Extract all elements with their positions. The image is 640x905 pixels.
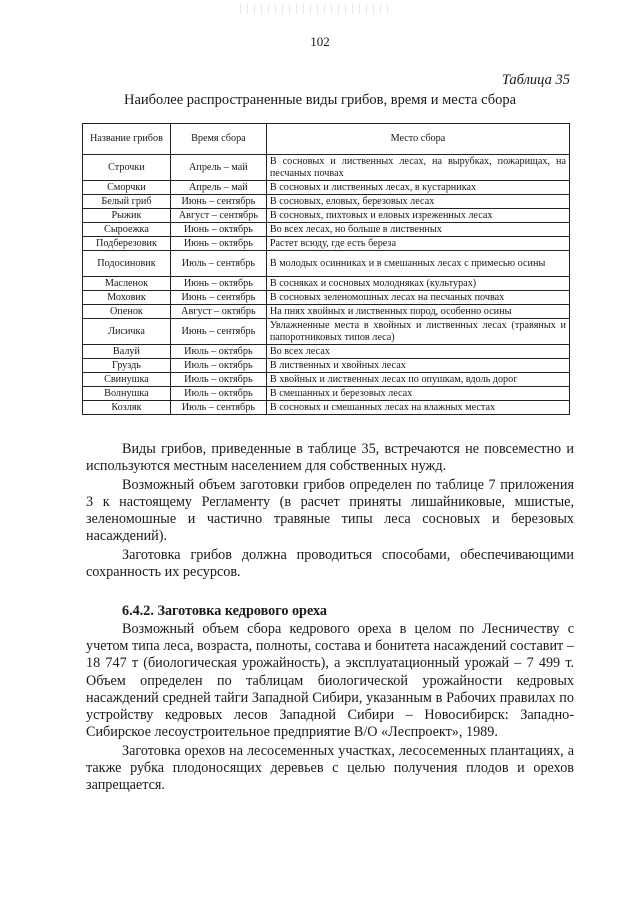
cell-place: Растет всюду, где есть береза (266, 237, 569, 251)
cell-time: Июнь – октябрь (170, 223, 266, 237)
cell-name: Опенок (83, 305, 171, 319)
table-row (83, 359, 570, 373)
header-name: Название грибов (83, 124, 171, 155)
cell-time: Июль – октябрь (170, 387, 266, 401)
cell-time: Апрель – май (170, 181, 266, 195)
cell-time: Июнь – октябрь (170, 237, 266, 251)
cell-name: Строчки (83, 155, 171, 181)
section-heading: 6.4.2. Заготовка кедрового ореха (122, 603, 327, 620)
cell-time: Июнь – октябрь (170, 277, 266, 291)
cell-place: В сосновых и лиственных лесах, на вырубках, пожарищах, на песчаных почвах (266, 155, 569, 181)
cell-place: На пнях хвойных и лиственных пород, особенно осины (266, 305, 569, 319)
cell-place: В сосновых, пихтовых и еловых изреженных лесах (266, 209, 569, 223)
cell-place: В сосновых зеленомошных лесах на песчаных почвах (266, 291, 569, 305)
table-row (83, 237, 570, 251)
cell-place: В молодых осинниках и в смешанных лесах с примесью осины (266, 251, 569, 277)
mushroom-table (82, 123, 570, 415)
table-row (83, 209, 570, 223)
cell-place: Во всех лесах (266, 345, 569, 359)
table-title: Наиболее распространенные виды грибов, время и места сбора (123, 92, 517, 108)
table-row (83, 251, 570, 277)
header-time: Время сбора (170, 124, 266, 155)
cell-name: Сморчки (83, 181, 171, 195)
page-number: 102 (310, 34, 330, 49)
cell-place: В сосняках и сосновых молодняках (культурах) (266, 277, 569, 291)
table-label: Таблица 35 (501, 72, 570, 88)
header-place: Место сбора (266, 124, 569, 155)
cell-name: Лисичка (83, 319, 171, 345)
cell-place: В сосновых и лиственных лесах, в кустарниках (266, 181, 569, 195)
table-row (83, 195, 570, 209)
cell-name: Козляк (83, 401, 171, 415)
cell-name: Сыроежка (83, 223, 171, 237)
cell-time: Июнь – сентябрь (170, 319, 266, 345)
body-text (86, 441, 574, 795)
cell-time: Июль – сентябрь (170, 251, 266, 277)
cell-time: Июнь – сентябрь (170, 195, 266, 209)
cell-name: Груздь (83, 359, 171, 373)
scan-noise (240, 4, 390, 14)
table-row (83, 223, 570, 237)
table-row (83, 373, 570, 387)
cell-name: Масленок (83, 277, 171, 291)
cell-time: Июль – октябрь (170, 345, 266, 359)
cell-name: Белый гриб (83, 195, 171, 209)
table-row (83, 319, 570, 345)
cell-time: Апрель – май (170, 155, 266, 181)
cell-place: В смешанных и березовых лесах (266, 387, 569, 401)
table-header-row (83, 124, 570, 155)
cell-place: В хвойных и лиственных лесах по опушкам, вдоль дорог (266, 373, 569, 387)
cell-time: Июнь – сентябрь (170, 291, 266, 305)
cell-name: Подосиновик (83, 251, 171, 277)
table-row (83, 345, 570, 359)
cell-place: В лиственных и хвойных лесах (266, 359, 569, 373)
cell-name: Рыжик (83, 209, 171, 223)
table-row (83, 387, 570, 401)
cell-name: Подберезовик (83, 237, 171, 251)
cell-name: Валуй (83, 345, 171, 359)
paragraph: Возможный объем сбора кедрового ореха в целом по Лесничеству с учетом типа леса, возраста, полноты, состава и бонитета насаждений составит – 18 747 т (биологическая урожайность), а эксплуатационный урожай – 7 499 т. Объем определен по таблицам биологической урожайности кедровых насаждений средней тайги Западной Сибири, указанным в Рабочих правилах по устройству кедровых лесов Западной Сибири – Новосибирск: Западно-Сибирское лесоустроительное предприятие В/О «Леспроект», 1989. (86, 620, 574, 741)
cell-name: Волнушка (83, 387, 171, 401)
cell-time: Июль – сентябрь (170, 401, 266, 415)
paragraph: Заготовка грибов должна проводиться способами, обеспечивающими сохранность их ресурсов. (86, 546, 574, 581)
cell-time: Август – сентябрь (170, 209, 266, 223)
cell-time: Август – октябрь (170, 305, 266, 319)
cell-place: В сосновых и смешанных лесах на влажных местах (266, 401, 569, 415)
table-row (83, 305, 570, 319)
cell-name: Моховик (83, 291, 171, 305)
table-row (83, 155, 570, 181)
cell-name: Свинушка (83, 373, 171, 387)
table-row (83, 401, 570, 415)
cell-time: Июль – октябрь (170, 373, 266, 387)
cell-time: Июль – октябрь (170, 359, 266, 373)
cell-place: Во всех лесах, но больше в лиственных (266, 223, 569, 237)
table-row (83, 277, 570, 291)
cell-place: В сосновых, еловых, березовых лесах (266, 195, 569, 209)
paragraph: Виды грибов, приведенные в таблице 35, встречаются не повсеместно и используются местным населением для собственных нужд. (86, 441, 574, 475)
cell-place: Увлажненные места в хвойных и лиственных лесах (травяных и папоротниковых типов леса) (266, 319, 569, 345)
table-row (83, 291, 570, 305)
paragraph: Заготовка орехов на лесосеменных участках, лесосеменных плантациях, а также рубка плодоносящих деревьев с целью получения плодов и орехов запрещается. (86, 742, 574, 794)
table-row (83, 181, 570, 195)
paragraph: Возможный объем заготовки грибов определен по таблице 7 приложения 3 к настоящему Регламенту (в расчет приняты лишайниковые, мшистые, зеленомошные и частично травяные типы леса сосновых и березовых насаждений). (86, 476, 574, 545)
